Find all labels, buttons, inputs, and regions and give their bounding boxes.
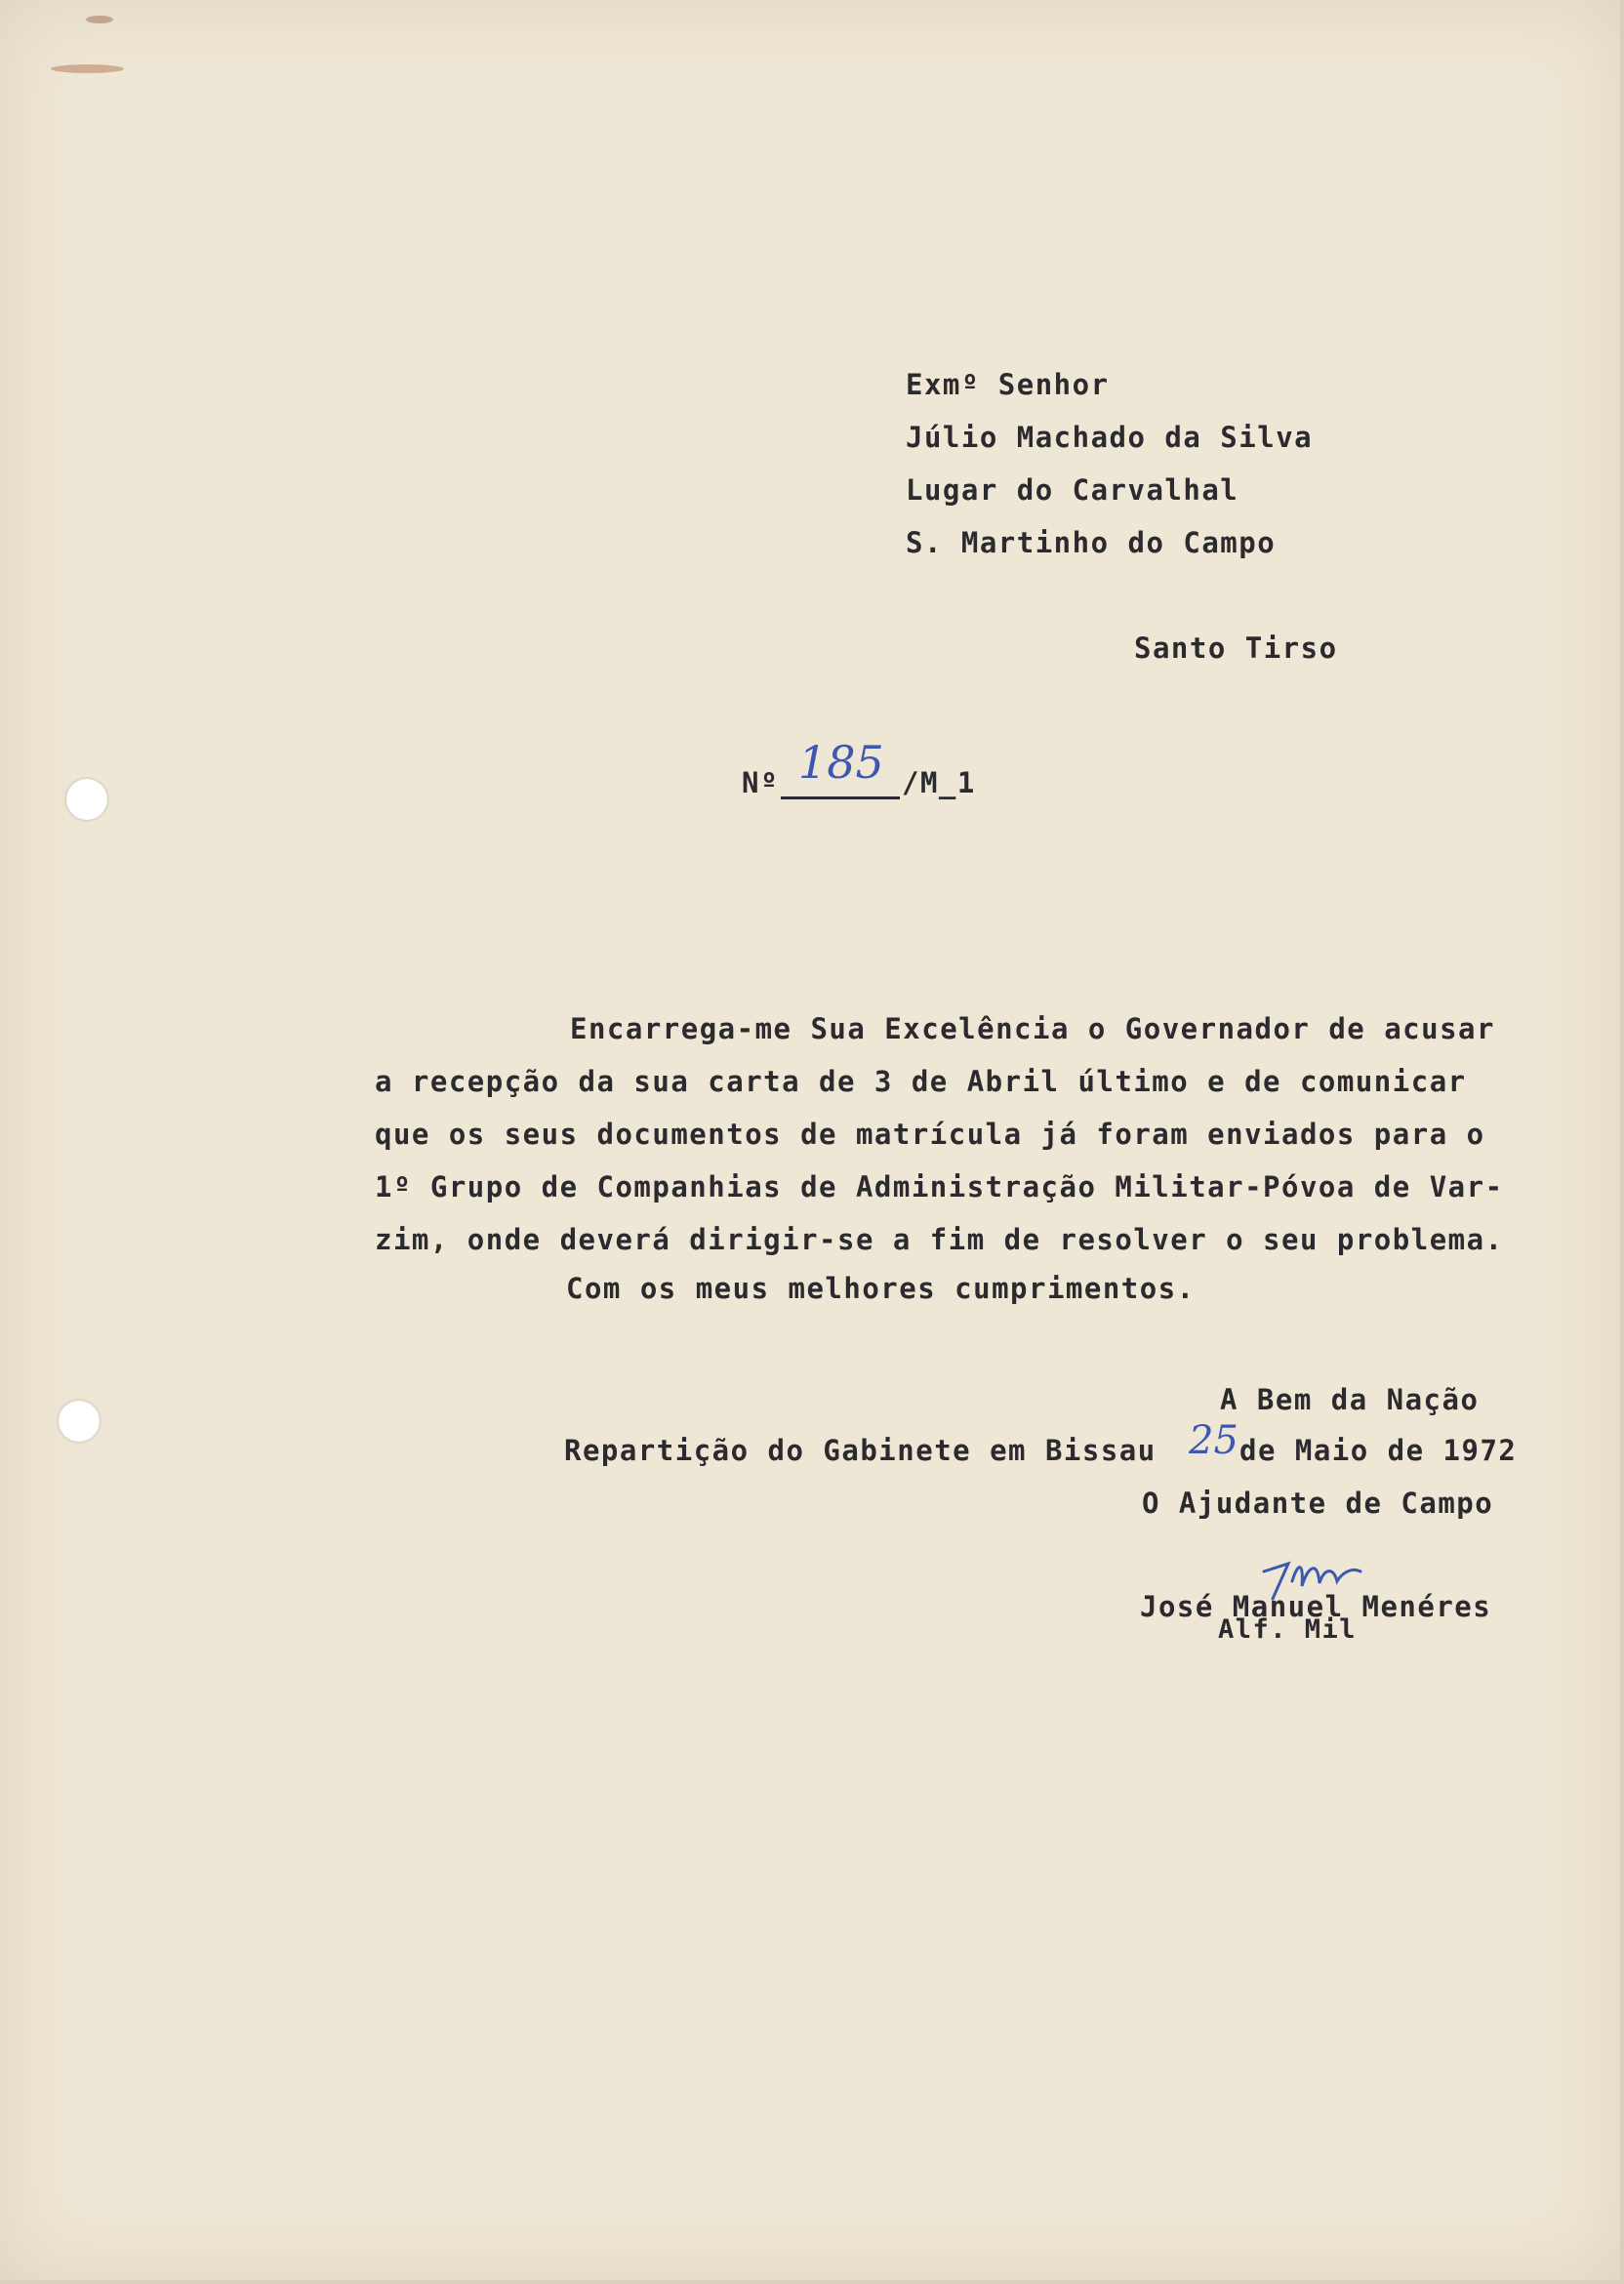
- reference-number: 185: [798, 736, 884, 789]
- addressee-town: Santo Tirso: [1134, 632, 1338, 665]
- stain-mark: [51, 64, 124, 73]
- closing-date: de Maio de 1972: [1239, 1434, 1518, 1467]
- reference-suffix: /M_1: [902, 766, 976, 799]
- addressee-street: Lugar do Carvalhal: [906, 473, 1239, 507]
- signatory-name: José Manuel Menéres: [1140, 1590, 1492, 1623]
- addressee-parish: S. Martinho do Campo: [906, 526, 1277, 559]
- body-line: zim, onde deverá dirigir-se a fim de resolver o seu problema.: [375, 1223, 1504, 1256]
- closing-place: Repartição do Gabinete em Bissau: [564, 1434, 1157, 1467]
- closing-day: 25: [1189, 1418, 1238, 1463]
- reference-underline: [781, 796, 900, 799]
- punch-hole: [66, 779, 107, 820]
- reference-prefix: Nº: [742, 766, 779, 799]
- body-line: a recepção da sua carta de 3 de Abril último e de comunicar: [375, 1065, 1467, 1098]
- closing-title: O Ajudante de Campo: [1142, 1487, 1494, 1520]
- body-line: Encarrega-me Sua Excelência o Governador de acusar: [570, 1012, 1495, 1045]
- body-line: que os seus documentos de matrícula já foram enviados para o: [375, 1118, 1485, 1151]
- punch-hole: [59, 1401, 100, 1442]
- addressee-salutation: Exmº Senhor: [906, 368, 1110, 401]
- body-line: 1º Grupo de Companhias de Administração Militar-Póvoa de Var-: [375, 1170, 1504, 1203]
- addressee-name: Júlio Machado da Silva: [906, 421, 1314, 454]
- body-line: Com os meus melhores cumprimentos.: [566, 1272, 1196, 1305]
- signatory-rank: Alf. Mil: [1218, 1614, 1358, 1645]
- closing-motto: A Bem da Nação: [1220, 1383, 1480, 1416]
- stain-mark: [86, 16, 113, 23]
